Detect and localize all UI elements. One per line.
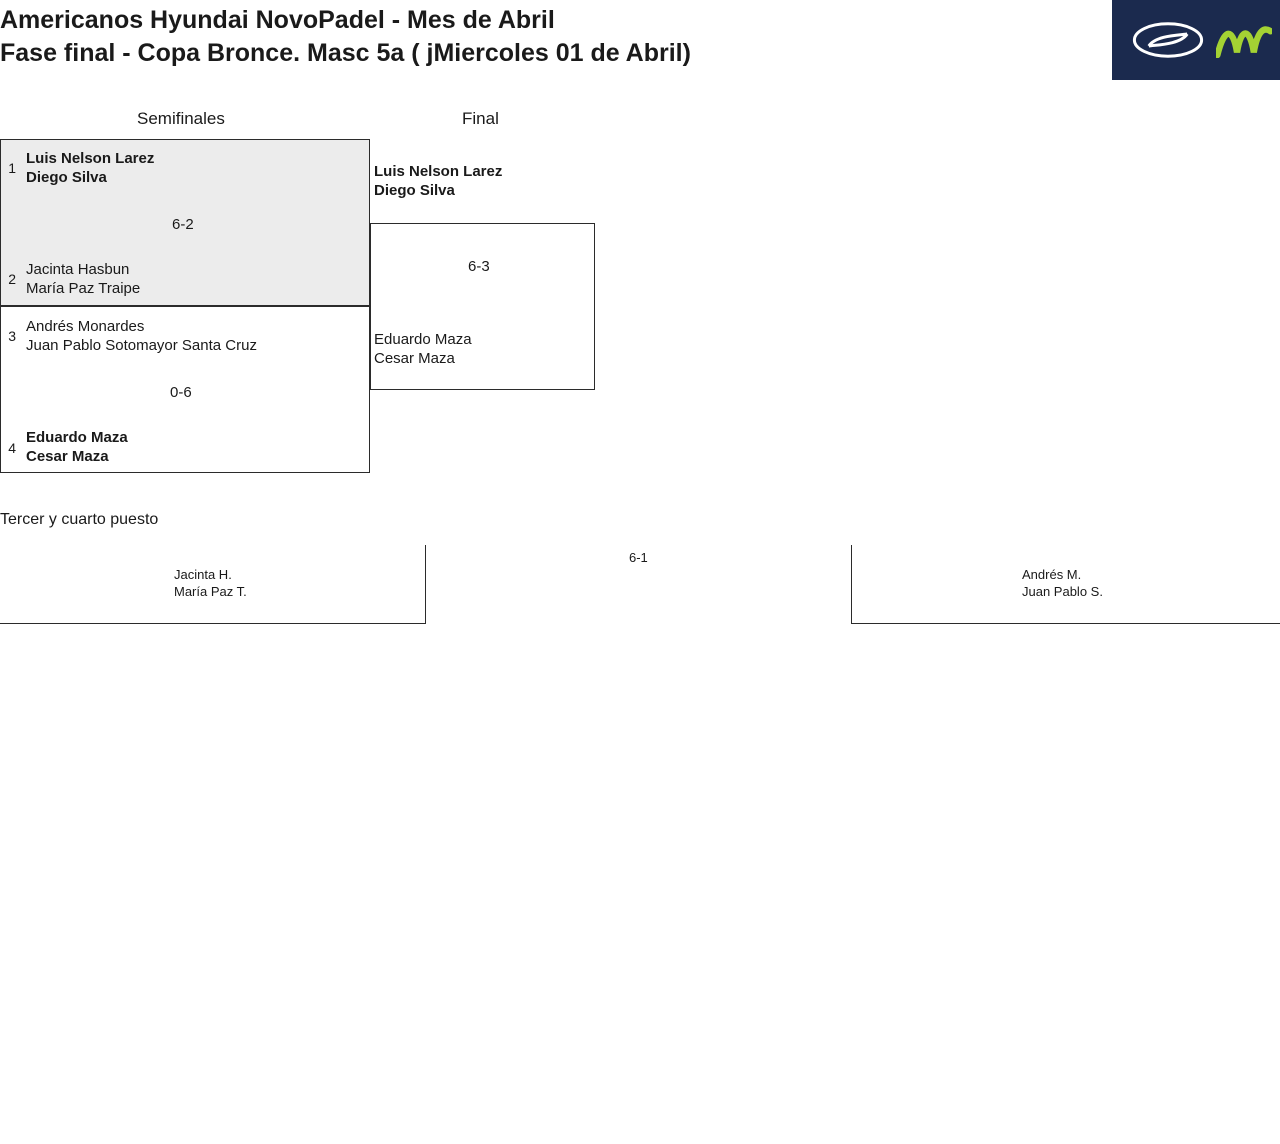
final-team-bottom-line-1: Eduardo Maza [374, 331, 472, 348]
semifinal-2-team-top-line-2: Juan Pablo Sotomayor Santa Cruz [26, 337, 257, 354]
third-place-team-left-line-2: María Paz T. [174, 584, 247, 599]
final-score: 6-3 [468, 258, 490, 275]
third-place-score: 6-1 [629, 550, 648, 565]
semifinals-divider [0, 306, 370, 307]
hyundai-logo-icon [1132, 22, 1204, 58]
third-place-team-right-line-1: Andrés M. [1022, 567, 1082, 582]
semifinal-1-team-top-line-2: Diego Silva [26, 169, 107, 186]
semifinal-2-team-bottom [26, 428, 128, 466]
page-title-line-1: Americanos Hyundai NovoPadel - Mes de Abril [0, 6, 555, 34]
third-place-title: Tercer y cuarto puesto [0, 511, 159, 528]
page-title-line-2: Fase final - Copa Bronce. Masc 5a ( jMiercoles 01 de Abril) [0, 39, 691, 67]
final-team-top [374, 162, 502, 200]
third-place-team-left [174, 566, 247, 600]
page-title [0, 4, 1100, 70]
semifinal-2-team-top [26, 317, 257, 355]
seed-number-2: 2 [8, 271, 16, 287]
semifinal-1-team-top [26, 149, 154, 187]
final-team-top-line-1: Luis Nelson Larez [374, 163, 503, 180]
third-place-team-right-line-2: Juan Pablo S. [1022, 584, 1103, 599]
third-place-team-right [1022, 566, 1103, 600]
seed-number-4: 4 [8, 440, 16, 456]
final-team-top-line-2: Diego Silva [374, 182, 455, 199]
semifinal-1-team-bottom-line-2: María Paz Traipe [26, 280, 141, 297]
novopadel-m-logo-icon [1216, 20, 1272, 58]
seed-number-1: 1 [8, 160, 16, 176]
sponsor-logo-panel [1112, 0, 1280, 80]
semifinal-1-team-top-line-1: Luis Nelson Larez [26, 150, 155, 167]
final-team-bottom-line-2: Cesar Maza [374, 350, 455, 367]
semifinal-2-team-bottom-line-2: Cesar Maza [26, 448, 109, 465]
semifinal-1-team-bottom [26, 260, 140, 298]
round-label-semifinals: Semifinales [137, 109, 225, 128]
semifinal-1-team-bottom-line-1: Jacinta Hasbun [26, 261, 130, 278]
seed-number-3: 3 [8, 328, 16, 344]
final-team-bottom [374, 330, 472, 368]
semifinal-2-team-bottom-line-1: Eduardo Maza [26, 429, 128, 446]
semifinal-2-team-top-line-1: Andrés Monardes [26, 318, 145, 335]
semifinal-2-score: 0-6 [170, 384, 192, 401]
round-label-final: Final [462, 109, 499, 128]
semifinal-1-score: 6-2 [172, 216, 194, 233]
third-place-team-left-line-1: Jacinta H. [174, 567, 232, 582]
